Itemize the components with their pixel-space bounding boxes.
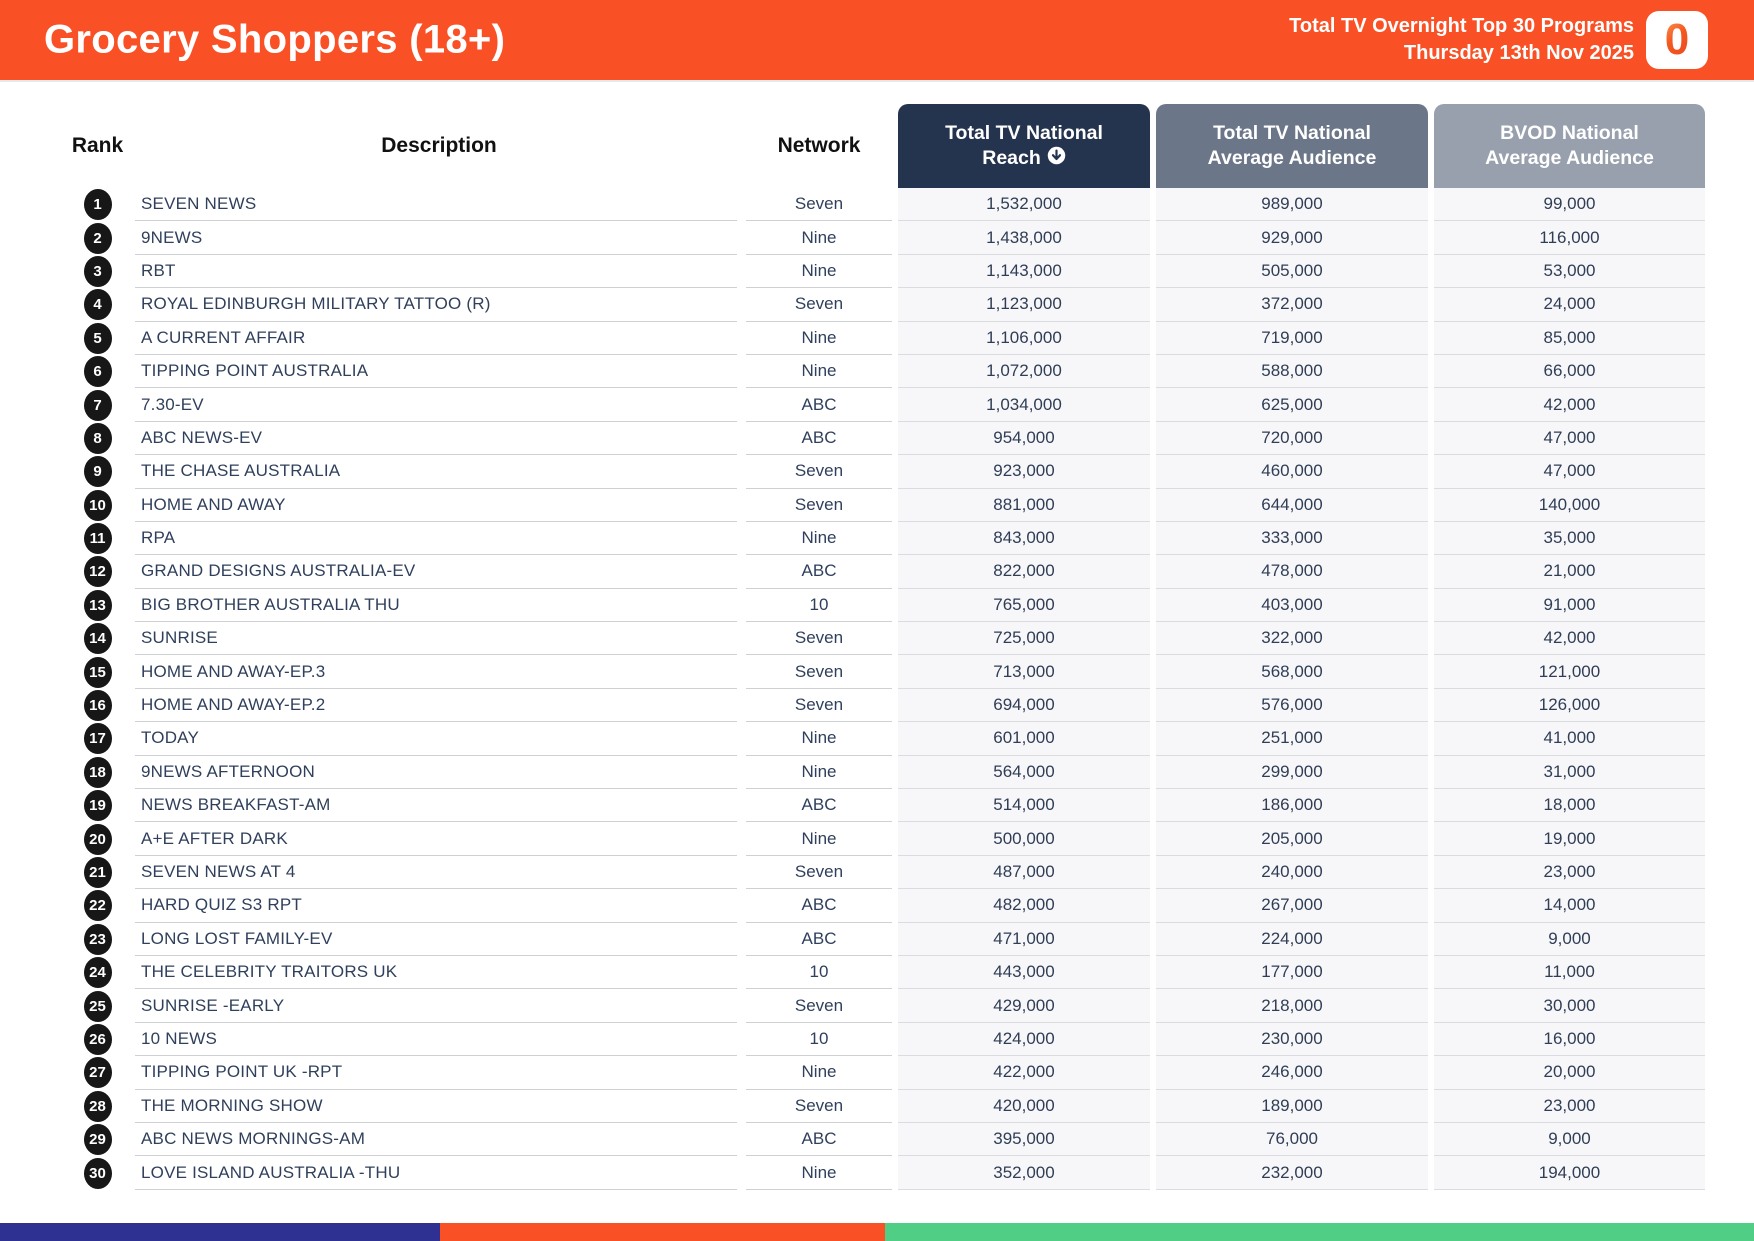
bvod-value: 42,000 — [1434, 388, 1705, 421]
rank-badge: 13 — [84, 590, 112, 621]
program-description: 10 NEWS — [135, 1023, 737, 1056]
reach-value: 482,000 — [898, 889, 1150, 922]
table-row — [60, 923, 1710, 956]
bvod-value: 53,000 — [1434, 255, 1705, 288]
rank-cell — [60, 923, 135, 956]
program-description: HARD QUIZ S3 RPT — [135, 889, 737, 922]
program-description: SEVEN NEWS AT 4 — [135, 856, 737, 889]
rank-cell — [60, 288, 135, 321]
rank-cell — [60, 322, 135, 355]
program-network: 10 — [746, 1023, 892, 1056]
rank-badge: 11 — [84, 523, 112, 554]
bvod-value: 30,000 — [1434, 989, 1705, 1022]
reach-value: 395,000 — [898, 1123, 1150, 1156]
rank-badge: 9 — [84, 456, 112, 487]
program-network: ABC — [746, 889, 892, 922]
rank-badge: 2 — [84, 223, 112, 254]
program-description: RBT — [135, 255, 737, 288]
program-description: HOME AND AWAY-EP.2 — [135, 689, 737, 722]
avg-audience-value: 240,000 — [1156, 856, 1428, 889]
table-body — [60, 188, 1710, 1190]
bvod-value: 47,000 — [1434, 455, 1705, 488]
table-row — [60, 589, 1710, 622]
avg-audience-value: 625,000 — [1156, 388, 1428, 421]
program-network: Seven — [746, 1090, 892, 1123]
program-network: Seven — [746, 188, 892, 221]
avg-audience-value: 186,000 — [1156, 789, 1428, 822]
table-row — [60, 722, 1710, 755]
rank-cell — [60, 822, 135, 855]
avg-audience-value: 720,000 — [1156, 422, 1428, 455]
table-row — [60, 789, 1710, 822]
reach-value: 564,000 — [898, 756, 1150, 789]
description-column-header: Description — [381, 134, 497, 157]
avg-audience-value: 230,000 — [1156, 1023, 1428, 1056]
bvod-header-line2: Average Audience — [1485, 147, 1654, 169]
program-network: Seven — [746, 655, 892, 688]
table-row — [60, 1123, 1710, 1156]
rank-cell — [60, 989, 135, 1022]
rank-cell — [60, 956, 135, 989]
table-row — [60, 689, 1710, 722]
rank-badge: 16 — [84, 690, 112, 721]
bvod-value: 9,000 — [1434, 1123, 1705, 1156]
reach-value: 514,000 — [898, 789, 1150, 822]
avg-audience-value: 644,000 — [1156, 489, 1428, 522]
reach-value: 881,000 — [898, 489, 1150, 522]
bvod-header-line1: BVOD National — [1500, 122, 1639, 144]
bvod-value: 9,000 — [1434, 923, 1705, 956]
rank-badge: 25 — [84, 991, 112, 1022]
bvod-value: 23,000 — [1434, 1090, 1705, 1123]
program-network: Nine — [746, 522, 892, 555]
reach-value: 443,000 — [898, 956, 1150, 989]
table-row — [60, 1090, 1710, 1123]
bvod-value: 85,000 — [1434, 322, 1705, 355]
program-network: ABC — [746, 789, 892, 822]
rank-cell — [60, 756, 135, 789]
program-description: THE CELEBRITY TRAITORS UK — [135, 956, 737, 989]
avg-audience-value: 189,000 — [1156, 1090, 1428, 1123]
program-network: Nine — [746, 322, 892, 355]
avg-audience-value: 333,000 — [1156, 522, 1428, 555]
avg-audience-value: 76,000 — [1156, 1123, 1428, 1156]
bvod-column-header[interactable] — [1434, 104, 1705, 188]
rank-badge: 5 — [84, 323, 112, 354]
program-description: HOME AND AWAY — [135, 489, 737, 522]
bvod-value: 99,000 — [1434, 188, 1705, 221]
sort-descending-icon[interactable] — [1047, 146, 1066, 172]
program-network: Seven — [746, 622, 892, 655]
avg-audience-value: 267,000 — [1156, 889, 1428, 922]
reach-value: 822,000 — [898, 555, 1150, 588]
program-description: SUNRISE -EARLY — [135, 989, 737, 1022]
rank-badge: 30 — [84, 1158, 112, 1189]
reach-value: 725,000 — [898, 622, 1150, 655]
rank-badge: 22 — [84, 890, 112, 921]
program-description: TODAY — [135, 722, 737, 755]
program-network: Seven — [746, 455, 892, 488]
avg-audience-value: 989,000 — [1156, 188, 1428, 221]
rank-cell — [60, 655, 135, 688]
report-subtitle — [1289, 13, 1634, 67]
avg-audience-value: 232,000 — [1156, 1156, 1428, 1189]
bvod-value: 24,000 — [1434, 288, 1705, 321]
rank-badge: 10 — [84, 490, 112, 521]
reach-column-header[interactable] — [898, 104, 1150, 188]
rank-badge: 20 — [84, 824, 112, 855]
program-network: ABC — [746, 923, 892, 956]
program-network: Nine — [746, 355, 892, 388]
bvod-value: 121,000 — [1434, 655, 1705, 688]
rank-cell — [60, 255, 135, 288]
rank-cell — [60, 1090, 135, 1123]
bvod-value: 21,000 — [1434, 555, 1705, 588]
program-network: Nine — [746, 756, 892, 789]
avg-audience-value: 246,000 — [1156, 1056, 1428, 1089]
program-network: Nine — [746, 722, 892, 755]
rank-cell — [60, 689, 135, 722]
reach-value: 500,000 — [898, 822, 1150, 855]
reach-value: 424,000 — [898, 1023, 1150, 1056]
report-date: Thursday 13th Nov 2025 — [1403, 42, 1634, 64]
rank-badge: 21 — [84, 857, 112, 888]
avg-audience-value: 505,000 — [1156, 255, 1428, 288]
avg-audience-value: 576,000 — [1156, 689, 1428, 722]
bvod-value: 41,000 — [1434, 722, 1705, 755]
reach-value: 1,438,000 — [898, 221, 1150, 254]
reach-header-line1: Total TV National — [945, 121, 1103, 144]
avg-audience-value: 372,000 — [1156, 288, 1428, 321]
avg-audience-value: 929,000 — [1156, 221, 1428, 254]
avg-audience-column-header[interactable] — [1156, 104, 1428, 188]
program-description: LONG LOST FAMILY-EV — [135, 923, 737, 956]
rank-badge: 7 — [84, 390, 112, 421]
table-row — [60, 756, 1710, 789]
reach-value: 694,000 — [898, 689, 1150, 722]
program-network: Seven — [746, 489, 892, 522]
footer-color-bar — [0, 1223, 1754, 1241]
avg-audience-value: 403,000 — [1156, 589, 1428, 622]
rank-cell — [60, 355, 135, 388]
rank-badge: 17 — [84, 723, 112, 754]
rank-cell — [60, 889, 135, 922]
program-description: 9NEWS AFTERNOON — [135, 756, 737, 789]
program-network: Nine — [746, 1156, 892, 1189]
rank-badge: 23 — [84, 924, 112, 955]
table-row — [60, 221, 1710, 254]
program-network: 10 — [746, 956, 892, 989]
bvod-value: 140,000 — [1434, 489, 1705, 522]
avg-audience-value: 568,000 — [1156, 655, 1428, 688]
rank-cell — [60, 489, 135, 522]
table-row — [60, 322, 1710, 355]
table-row — [60, 956, 1710, 989]
program-network: Seven — [746, 288, 892, 321]
table-row — [60, 622, 1710, 655]
rank-badge: 18 — [84, 757, 112, 788]
table-row — [60, 388, 1710, 421]
rank-badge: 24 — [84, 957, 112, 988]
rank-badge: 14 — [84, 623, 112, 654]
program-description: ABC NEWS-EV — [135, 422, 737, 455]
bvod-value: 14,000 — [1434, 889, 1705, 922]
reach-value: 1,072,000 — [898, 355, 1150, 388]
bvod-value: 19,000 — [1434, 822, 1705, 855]
bvod-value: 18,000 — [1434, 789, 1705, 822]
rank-badge: 8 — [84, 423, 112, 454]
reach-value: 1,532,000 — [898, 188, 1150, 221]
table-row — [60, 455, 1710, 488]
reach-value: 601,000 — [898, 722, 1150, 755]
rank-cell — [60, 188, 135, 221]
page-title: Grocery Shoppers (18+) — [44, 17, 506, 62]
reach-value: 765,000 — [898, 589, 1150, 622]
rank-badge: 29 — [84, 1124, 112, 1155]
footer-segment-blue — [0, 1223, 440, 1241]
program-description: RPA — [135, 522, 737, 555]
table-row — [60, 522, 1710, 555]
program-network: ABC — [746, 1123, 892, 1156]
bvod-value: 42,000 — [1434, 622, 1705, 655]
program-network: Nine — [746, 822, 892, 855]
avg-audience-value: 460,000 — [1156, 455, 1428, 488]
program-description: HOME AND AWAY-EP.3 — [135, 655, 737, 688]
oztam-logo — [1646, 11, 1708, 69]
program-network: Nine — [746, 255, 892, 288]
rank-cell — [60, 1023, 135, 1056]
table-row — [60, 288, 1710, 321]
footer-segment-orange — [440, 1223, 885, 1241]
top-30-programs-table — [60, 104, 1710, 1190]
avg-audience-value: 478,000 — [1156, 555, 1428, 588]
bvod-value: 126,000 — [1434, 689, 1705, 722]
rank-badge: 27 — [84, 1057, 112, 1088]
rank-badge: 3 — [84, 256, 112, 287]
program-description: 9NEWS — [135, 221, 737, 254]
rank-cell — [60, 388, 135, 421]
rank-cell — [60, 789, 135, 822]
bvod-value: 23,000 — [1434, 856, 1705, 889]
table-row — [60, 255, 1710, 288]
bvod-value: 116,000 — [1434, 221, 1705, 254]
program-description: A CURRENT AFFAIR — [135, 322, 737, 355]
program-description: TIPPING POINT UK -RPT — [135, 1056, 737, 1089]
bvod-value: 31,000 — [1434, 756, 1705, 789]
rank-column-header: Rank — [71, 134, 124, 157]
table-row — [60, 188, 1710, 221]
table-row — [60, 489, 1710, 522]
program-description: THE CHASE AUSTRALIA — [135, 455, 737, 488]
table-row — [60, 555, 1710, 588]
program-network: ABC — [746, 422, 892, 455]
avg-audience-value: 177,000 — [1156, 956, 1428, 989]
report-subtitle-line1: Total TV Overnight Top 30 Programs — [1289, 15, 1634, 37]
footer-segment-green — [885, 1223, 1754, 1241]
avg-audience-value: 205,000 — [1156, 822, 1428, 855]
program-network: Seven — [746, 989, 892, 1022]
avg-audience-value: 251,000 — [1156, 722, 1428, 755]
rank-cell — [60, 722, 135, 755]
table-row — [60, 989, 1710, 1022]
avg-audience-value: 322,000 — [1156, 622, 1428, 655]
table-row — [60, 655, 1710, 688]
bvod-value: 16,000 — [1434, 1023, 1705, 1056]
table-row — [60, 856, 1710, 889]
rank-cell — [60, 622, 135, 655]
reach-value: 471,000 — [898, 923, 1150, 956]
rank-cell — [60, 1123, 135, 1156]
rank-badge: 6 — [84, 356, 112, 387]
reach-value: 1,143,000 — [898, 255, 1150, 288]
bvod-value: 66,000 — [1434, 355, 1705, 388]
table-row — [60, 889, 1710, 922]
program-description: THE MORNING SHOW — [135, 1090, 737, 1123]
rank-badge: 4 — [84, 289, 112, 320]
program-network: Seven — [746, 689, 892, 722]
reach-value: 487,000 — [898, 856, 1150, 889]
table-row — [60, 1023, 1710, 1056]
program-description: SEVEN NEWS — [135, 188, 737, 221]
program-network: Nine — [746, 1056, 892, 1089]
app-header — [0, 0, 1754, 82]
rank-badge: 15 — [84, 657, 112, 688]
program-description: TIPPING POINT AUSTRALIA — [135, 355, 737, 388]
rank-cell — [60, 422, 135, 455]
rank-badge: 19 — [84, 790, 112, 821]
avg-audience-value: 719,000 — [1156, 322, 1428, 355]
reach-value: 1,123,000 — [898, 288, 1150, 321]
program-network: ABC — [746, 388, 892, 421]
program-description: A+E AFTER DARK — [135, 822, 737, 855]
program-network: Seven — [746, 856, 892, 889]
program-description: ABC NEWS MORNINGS-AM — [135, 1123, 737, 1156]
program-description: ROYAL EDINBURGH MILITARY TATTOO (R) — [135, 288, 737, 321]
reach-value: 1,106,000 — [898, 322, 1150, 355]
program-description: LOVE ISLAND AUSTRALIA -THU — [135, 1156, 737, 1189]
reach-value: 422,000 — [898, 1056, 1150, 1089]
bvod-value: 194,000 — [1434, 1156, 1705, 1189]
program-description: 7.30-EV — [135, 388, 737, 421]
reach-value: 954,000 — [898, 422, 1150, 455]
reach-value: 420,000 — [898, 1090, 1150, 1123]
reach-header-line2: Reach — [982, 147, 1041, 169]
program-description: NEWS BREAKFAST-AM — [135, 789, 737, 822]
reach-value: 843,000 — [898, 522, 1150, 555]
bvod-value: 20,000 — [1434, 1056, 1705, 1089]
program-network: 10 — [746, 589, 892, 622]
reach-value: 352,000 — [898, 1156, 1150, 1189]
table-row — [60, 422, 1710, 455]
rank-cell — [60, 1056, 135, 1089]
logo-zero-glyph: 0 — [1664, 15, 1690, 64]
rank-cell — [60, 221, 135, 254]
reach-value: 429,000 — [898, 989, 1150, 1022]
rank-cell — [60, 455, 135, 488]
bvod-value: 47,000 — [1434, 422, 1705, 455]
rank-cell — [60, 1156, 135, 1189]
program-description: SUNRISE — [135, 622, 737, 655]
table-row — [60, 822, 1710, 855]
avg-header-line2: Average Audience — [1207, 147, 1377, 169]
rank-badge: 1 — [84, 189, 112, 220]
rank-cell — [60, 555, 135, 588]
bvod-value: 91,000 — [1434, 589, 1705, 622]
program-network: Nine — [746, 221, 892, 254]
rank-badge: 12 — [84, 556, 112, 587]
avg-audience-value: 218,000 — [1156, 989, 1428, 1022]
rank-cell — [60, 522, 135, 555]
avg-audience-value: 299,000 — [1156, 756, 1428, 789]
avg-audience-value: 224,000 — [1156, 923, 1428, 956]
table-header-row — [60, 104, 1710, 188]
rank-cell — [60, 856, 135, 889]
table-row — [60, 355, 1710, 388]
program-description: BIG BROTHER AUSTRALIA THU — [135, 589, 737, 622]
table-row — [60, 1156, 1710, 1189]
bvod-value: 11,000 — [1434, 956, 1705, 989]
reach-value: 1,034,000 — [898, 388, 1150, 421]
network-column-header: Network — [777, 134, 861, 157]
table-row — [60, 1056, 1710, 1089]
avg-header-line1: Total TV National — [1213, 122, 1371, 144]
bvod-value: 35,000 — [1434, 522, 1705, 555]
program-network: ABC — [746, 555, 892, 588]
rank-badge: 28 — [84, 1091, 112, 1122]
reach-value: 923,000 — [898, 455, 1150, 488]
rank-badge: 26 — [84, 1024, 112, 1055]
reach-value: 713,000 — [898, 655, 1150, 688]
rank-cell — [60, 589, 135, 622]
program-description: GRAND DESIGNS AUSTRALIA-EV — [135, 555, 737, 588]
avg-audience-value: 588,000 — [1156, 355, 1428, 388]
